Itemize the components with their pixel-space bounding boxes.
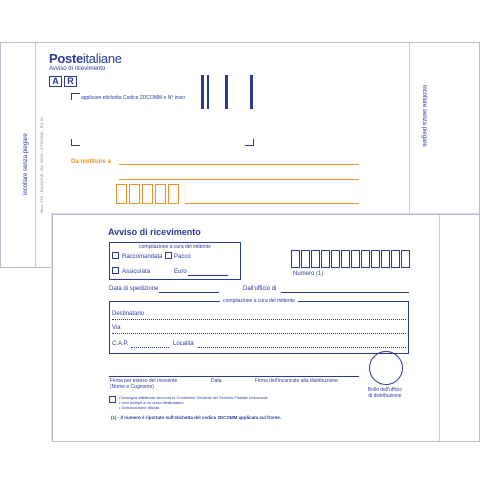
barcode-bar-4 (250, 75, 253, 109)
barcode-bar-2 (207, 75, 209, 109)
side-label-left: incollare senza piegare (23, 133, 29, 195)
consegna-text-2: • Invii multipli a un unico destinatario (119, 400, 184, 405)
ufficio-line (281, 292, 409, 293)
logo-bold: Poste (49, 51, 83, 66)
via-label: Via (112, 325, 121, 331)
numero-label: Numero (1) (293, 271, 324, 277)
barcode-bar-3 (225, 75, 228, 109)
ufficio-label: Dall'ufficio di (243, 286, 277, 292)
receipt-front-card (52, 214, 480, 442)
bollo-label-2: di distribuzione (368, 393, 402, 399)
pacco-checkbox[interactable] (165, 252, 172, 259)
number-box-7[interactable] (351, 250, 360, 268)
side-code: Mod. 23D - Bis(2)/Odf - Ed. 03/18 - DTS/1846 - Ed. 01 (39, 116, 44, 213)
sticker-corner-tl (71, 93, 80, 100)
localita-label: Località (173, 341, 194, 347)
euro-label: Euro (174, 269, 187, 275)
number-box-12[interactable] (401, 250, 410, 268)
return-line-1 (119, 164, 359, 165)
return-line-3 (185, 203, 359, 204)
box2-header: compilazione a cura del mittente (220, 298, 298, 304)
raccomandata-checkbox[interactable] (112, 252, 119, 259)
signature-line (109, 376, 359, 377)
back-subtitle: Avviso di ricevimento (49, 66, 106, 72)
number-box-1[interactable] (291, 250, 300, 268)
number-box-6[interactable] (341, 250, 350, 268)
number-box-3[interactable] (311, 250, 320, 268)
assicurata-checkbox[interactable] (112, 267, 119, 274)
firma-ricevente-label-1: Firma per esteso del ricevente (110, 378, 178, 384)
number-box-10[interactable] (381, 250, 390, 268)
firma-ricevente-label-2: (Nome e Cognome) (110, 384, 154, 390)
side-label-right: incollare senza piegare (421, 85, 427, 147)
data-label: Data (211, 378, 222, 384)
logo-light: italiane (82, 51, 122, 66)
postcode-box-5 (168, 184, 179, 204)
postcode-box-3 (142, 184, 153, 204)
ar-box-r: R (64, 76, 77, 87)
via-line (112, 333, 406, 334)
barcode-bar-1 (201, 75, 204, 109)
destinatario-line (112, 319, 406, 320)
destinatario-label: Destinatario (112, 311, 145, 317)
front-fold-line (439, 215, 440, 441)
bollo-label-1: Bollo dell'ufficio (367, 387, 403, 393)
consegna-checkbox[interactable] (109, 396, 116, 403)
postcode-box-1 (116, 184, 127, 204)
sticker-corner-bl (71, 139, 80, 146)
front-title: Avviso di ricevimento (108, 227, 201, 237)
postcode-box-4 (155, 184, 166, 204)
firma-incaricato-label: Firma dell'incaricato alla distribuzione (255, 378, 338, 384)
number-box-2[interactable] (301, 250, 310, 268)
number-box-11[interactable] (391, 250, 400, 268)
number-box-4[interactable] (321, 250, 330, 268)
footnote: (1) - Il numero è riportato sull'etichetta del codice 2DCOMM applicata sul fronte. (111, 415, 282, 420)
sticker-corner-br (245, 139, 254, 146)
consegna-text-3: • Sottoscrizione tilizata (119, 405, 160, 410)
euro-line (188, 275, 228, 276)
localita-line (198, 347, 406, 348)
assicurata-label: Assicurata (122, 269, 151, 275)
box1-header: compilazione a cura del mittente (139, 244, 211, 250)
data-spedizione-label: Data di spedizione (109, 286, 159, 292)
return-line-2 (119, 179, 359, 180)
pacco-label: Pacco (174, 254, 191, 260)
cap-line (131, 347, 169, 348)
box2-header-wrap (109, 298, 409, 304)
stamp-circle (369, 351, 403, 385)
consegna-text-1: Consegna effettuata secondo le Condizioni Generali del Servizio Postale Universale (119, 395, 268, 400)
return-label: Da restituire a (71, 159, 112, 165)
sticker-hint: applicare etichetta Codice 2DCOMM e N° invio (81, 95, 185, 101)
left-fold-line (35, 43, 36, 267)
postcode-box-2 (129, 184, 140, 204)
ar-box-a: A (49, 76, 62, 87)
number-box-5[interactable] (331, 250, 340, 268)
raccomandata-label: Raccomandata (122, 254, 163, 260)
brand-logo (49, 51, 122, 66)
number-box-9[interactable] (371, 250, 380, 268)
cap-label: C.A.P. (112, 341, 129, 347)
data-spedizione-line (159, 292, 219, 293)
number-box-8[interactable] (361, 250, 370, 268)
